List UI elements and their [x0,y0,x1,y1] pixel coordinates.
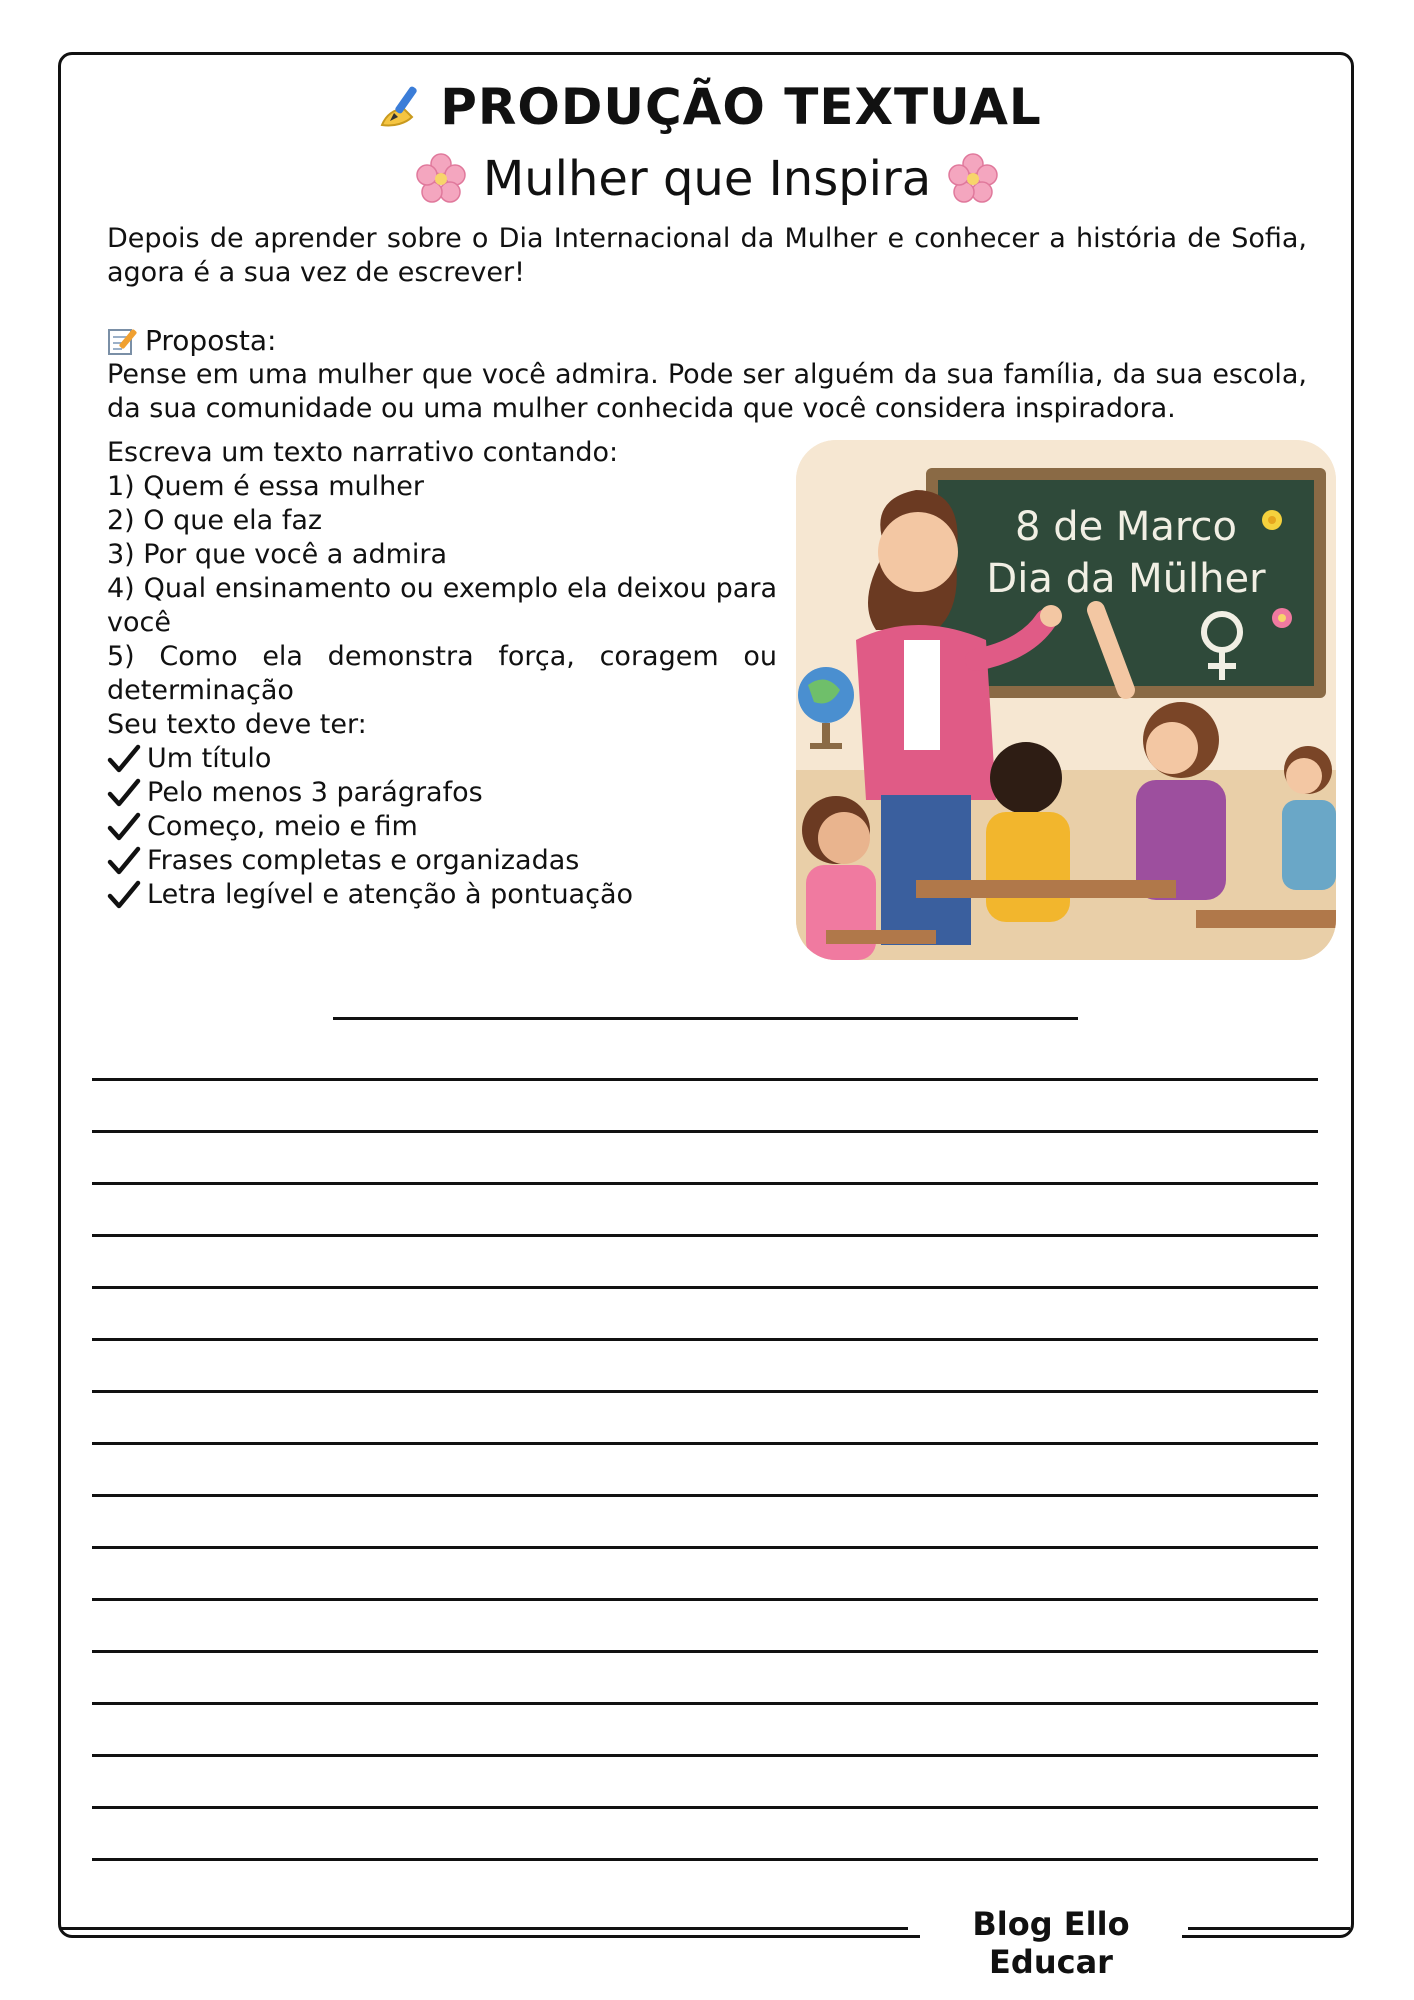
writing-line[interactable] [92,1390,1318,1393]
proposta-text: Pense em uma mulher que você admira. Pode ser alguém da sua família, da sua escola, da sua comunidade ou uma mulher conhecida que você considera inspiradora. [107,359,1307,424]
writing-line[interactable] [92,1806,1318,1809]
instruction-item: 3) Por que você a admira [107,539,448,570]
writing-line[interactable] [92,1442,1318,1445]
writing-line[interactable] [92,1598,1318,1601]
instruction-item: 5) Como ela demonstra força, coragem ou determinação [107,641,777,706]
title-writing-line[interactable] [333,1017,1078,1020]
cherry-blossom-icon [945,151,1001,207]
requirements-lead: Seu texto deve ter: [107,709,367,740]
subtitle-row [0,146,1414,212]
instruction-item: 2) O que ela faz [107,505,323,536]
board-line-2: Dia da Mülher [986,556,1266,602]
requirement-label: Um título [147,743,272,774]
student-figure [1282,746,1336,890]
writing-line[interactable] [92,1858,1318,1861]
writing-line[interactable] [92,1702,1318,1705]
classroom-scene-image [796,440,1336,960]
requirement-item [107,810,777,844]
requirement-item [107,878,777,912]
check-icon [107,846,141,876]
writing-line[interactable] [92,1130,1318,1133]
writing-line[interactable] [92,1494,1318,1497]
flower-icon [1272,608,1292,628]
check-icon [107,778,141,808]
classroom-illustration [796,440,1336,960]
writing-line[interactable] [92,1650,1318,1653]
requirement-item [107,742,777,776]
proposta-label: Proposta: [145,324,277,357]
requirement-label: Pelo menos 3 parágrafos [147,777,483,808]
check-icon [107,812,141,842]
title-row [0,72,1414,142]
requirement-item [107,844,777,878]
page-subtitle: Mulher que Inspira [482,151,932,207]
instructions-column [107,436,777,912]
flower-icon [1262,510,1282,530]
requirement-label: Frases completas e organizadas [147,845,580,876]
check-icon [107,744,141,774]
writing-line[interactable] [92,1286,1318,1289]
check-icon [107,880,141,910]
footer-divider [1188,1927,1350,1930]
cherry-blossom-icon [413,151,469,207]
writing-hand-icon [372,79,428,135]
proposta-heading [107,324,276,358]
instruction-item: 1) Quem é essa mulher [107,471,424,502]
instruction-item: 4) Qual ensinamento ou exemplo ela deixou para você [107,573,777,638]
requirement-label: Começo, meio e fim [147,811,418,842]
writing-line[interactable] [92,1182,1318,1185]
writing-line[interactable] [92,1078,1318,1081]
requirement-item [107,776,777,810]
writing-line[interactable] [92,1754,1318,1757]
board-line-1: 8 de Marco [1015,504,1237,550]
memo-icon [107,326,137,356]
instructions-lead: Escreva um texto narrativo contando: [107,437,619,468]
writing-line[interactable] [92,1338,1318,1341]
writing-lines [92,1078,1318,1910]
footer-divider [60,1927,908,1930]
page-title: PRODUÇÃO TEXTUAL [440,78,1042,136]
writing-line[interactable] [92,1546,1318,1549]
requirement-label: Letra legível e atenção à pontuação [147,879,634,910]
intro-text: Depois de aprender sobre o Dia Internacional da Mulher e conhecer a história de Sofia, agora é a sua vez de escrever! [107,223,1307,288]
footer-brand: Blog Ello Educar [920,1905,1182,1981]
writing-line[interactable] [92,1234,1318,1237]
